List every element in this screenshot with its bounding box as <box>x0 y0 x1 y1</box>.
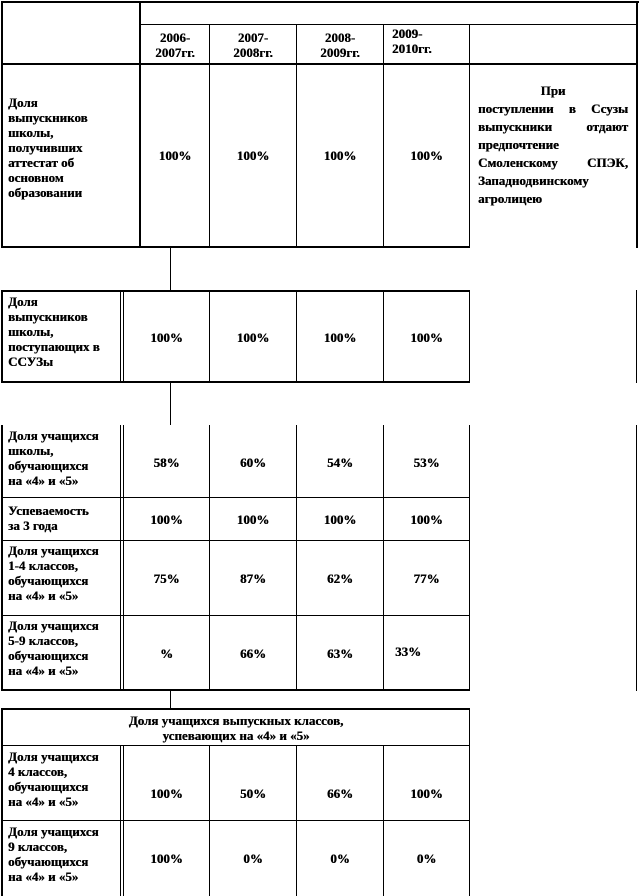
value-cell: 100% <box>236 147 270 163</box>
grid-line <box>636 290 637 383</box>
grid-line <box>120 425 121 691</box>
note-title: При <box>540 83 566 98</box>
grid-line <box>296 746 297 896</box>
value-cell: 100% <box>158 147 192 163</box>
value-cell: 87% <box>240 570 266 586</box>
value-cell: 62% <box>327 570 353 586</box>
value-cell: 75% <box>153 570 180 586</box>
value-cell: 100% <box>150 850 183 866</box>
grid-line <box>120 292 121 381</box>
note-line: Западнодвинскому <box>478 173 589 188</box>
value-cell: 0% <box>416 850 437 866</box>
grid-line <box>209 746 210 896</box>
grid-line <box>636 1 638 248</box>
grid-line <box>1 381 470 383</box>
value-cell: 100% <box>323 329 357 345</box>
grid-line <box>1 708 470 710</box>
row-label: Успеваемость за 3 года <box>8 503 89 533</box>
value-cell: 100% <box>150 785 183 801</box>
value-cell: 100% <box>323 511 357 527</box>
note-line: поступлении в Ссузы <box>478 101 628 116</box>
row-label: Доля учащихся школы, обучающихся на «4» и «5» <box>8 428 99 488</box>
row-label: Доля учащихся 4 классов, обучающихся на «4» и «5» <box>8 749 99 809</box>
note-line: выпускники отдают <box>478 119 628 134</box>
grid-line <box>1 425 3 691</box>
row-label: Доля учащихся 9 классов, обучающихся на «4» и «5» <box>8 824 99 884</box>
value-cell: 100% <box>236 329 270 345</box>
row-label: Доля учащихся 1-4 классов, обучающихся на «4» и «5» <box>8 543 99 603</box>
value-cell: 63% <box>327 645 353 661</box>
year-header-2009: 2009- 2010гг. <box>392 26 432 56</box>
value-cell: 33% <box>395 644 421 659</box>
value-cell: 100% <box>150 329 183 345</box>
note-line: Смоленскому СПЭК, <box>478 155 628 170</box>
row-label-colleges: Доля выпускников школы, поступающих в ССУЗы <box>8 294 100 369</box>
grid-line <box>1 246 470 248</box>
grid-line <box>1 290 470 292</box>
grid-line <box>383 746 384 896</box>
value-cell: 77% <box>413 570 440 586</box>
grid-line <box>469 25 470 247</box>
row-label: Доля учащихся 5-9 классов, обучающихся на «4» и «5» <box>8 618 99 678</box>
value-cell: 100% <box>150 511 183 527</box>
section-title: Доля учащихся выпускных классов, успевающих на «4» и «5» <box>128 713 344 743</box>
grid-line <box>1 1 639 3</box>
value-cell: 100% <box>410 147 443 163</box>
year-header-2008: 2008- 2009гг. <box>320 29 360 60</box>
value-cell: 66% <box>327 785 353 801</box>
grid-line <box>1 689 470 691</box>
value-cell: 100% <box>410 785 443 801</box>
grid-line <box>1 1 3 248</box>
value-cell: 50% <box>240 785 266 801</box>
grid-line <box>1 540 470 541</box>
value-cell: 100% <box>410 329 443 345</box>
grid-line <box>469 708 470 896</box>
year-header-2006: 2006- 2007гг. <box>155 29 195 60</box>
row-label-certificate: Доля выпускников школы, получивших аттестат об основном образовании <box>8 95 88 200</box>
value-cell: 100% <box>410 511 443 527</box>
value-cell: % <box>160 645 173 661</box>
connector-line <box>170 248 171 291</box>
grid-line <box>469 292 470 381</box>
value-cell: 58% <box>153 454 180 470</box>
value-cell: 0% <box>243 850 263 866</box>
grid-line <box>383 25 384 247</box>
value-cell: 100% <box>323 147 357 163</box>
grid-line <box>141 24 638 25</box>
grid-line <box>120 746 121 896</box>
grid-line <box>1 615 470 616</box>
grid-line <box>469 425 470 691</box>
grid-line <box>1 745 470 746</box>
grid-line <box>1 820 470 821</box>
grid-line <box>1 290 3 383</box>
value-cell: 54% <box>327 454 353 470</box>
value-cell: 53% <box>413 454 440 470</box>
year-header-2007: 2007- 2008гг. <box>233 29 273 60</box>
grid-line <box>1 497 470 498</box>
value-cell: 66% <box>240 645 266 661</box>
value-cell: 0% <box>330 850 350 866</box>
grid-line <box>636 425 637 691</box>
grid-line <box>1 63 638 65</box>
value-cell: 60% <box>240 454 266 470</box>
value-cell: 100% <box>236 511 270 527</box>
connector-line <box>170 691 171 709</box>
note-line: агролицею <box>478 191 542 206</box>
connector-line <box>170 383 171 425</box>
note-line: предпочтение <box>478 137 559 152</box>
grid-line <box>123 746 124 896</box>
